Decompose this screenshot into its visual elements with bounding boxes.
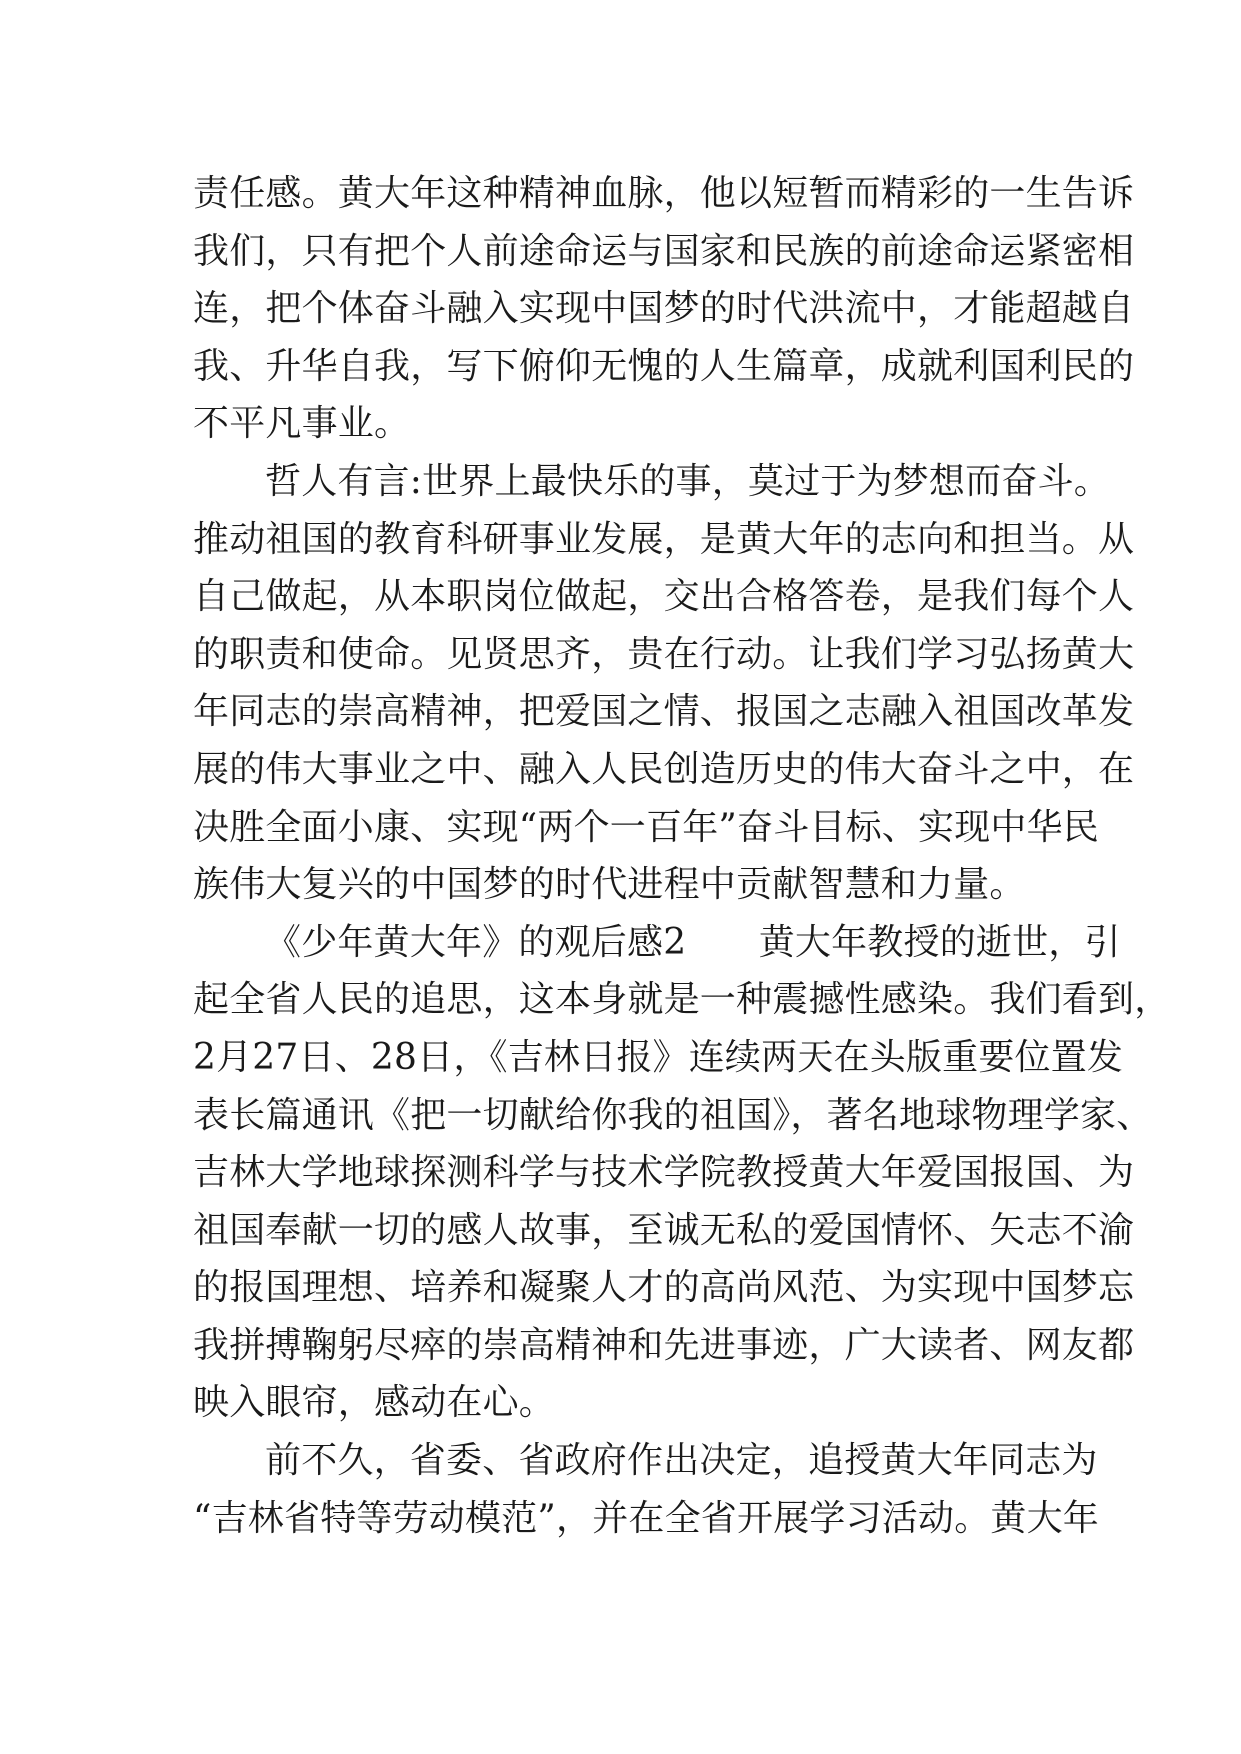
- text-line: 自己做起，从本职岗位做起，交出合格答卷，是我们每个人: [193, 576, 1135, 618]
- text-line: 吉林大学地球探测科学与技术学院教授黄大年爱国报国、为: [193, 1152, 1135, 1194]
- text-line: 我、升华自我，写下俯仰无愧的人生篇章，成就利国利民的: [193, 345, 1135, 387]
- text-line: 映入眼帘，感动在心。: [193, 1382, 556, 1424]
- text-line: 我们，只有把个人前途命运与国家和民族的前途命运紧密相: [193, 230, 1135, 272]
- text-line: 祖国奉献一切的感人故事，至诚无私的爱国情怀、矢志不渝: [193, 1209, 1135, 1251]
- text-line: 年同志的崇高精神，把爱国之情、报国之志融入祖国改革发: [193, 691, 1135, 733]
- text-line: 起全省人民的追思，这本身就是一种震撼性感染。我们看到，: [193, 979, 1171, 1021]
- text-line: 的报国理想、培养和凝聚人才的高尚风范、为实现中国梦忘: [193, 1267, 1135, 1309]
- text-line: 《少年黄大年》的观后感2 黄大年教授的逝世，引: [265, 921, 1121, 963]
- text-line: 前不久，省委、省政府作出决定，追授黄大年同志为: [265, 1440, 1098, 1482]
- text-line: 推动祖国的教育科研事业发展，是黄大年的志向和担当。从: [193, 518, 1135, 560]
- text-line: 的职责和使命。见贤思齐，贵在行动。让我们学习弘扬黄大: [193, 633, 1135, 675]
- text-line: 2月27日、28日，《吉林日报》连续两天在头版重要位置发: [193, 1036, 1124, 1078]
- text-line: “吉林省特等劳动模范”，并在全省开展学习活动。黄大年: [193, 1497, 1100, 1539]
- text-line: 族伟大复兴的中国梦的时代进程中贡献智慧和力量。: [193, 864, 1026, 906]
- text-line: 不平凡事业。: [193, 403, 411, 445]
- text-line: 我拼搏鞠躬尽瘁的崇高精神和先进事迹，广大读者、网友都: [193, 1324, 1135, 1366]
- text-line: 连，把个体奋斗融入实现中国梦的时代洪流中，才能超越自: [193, 288, 1135, 330]
- text-line: 展的伟大事业之中、融入人民创造历史的伟大奋斗之中，在: [193, 748, 1135, 790]
- text-line: 决胜全面小康、实现“两个一百年”奋斗目标、实现中华民: [193, 806, 1100, 848]
- text-line: 责任感。黄大年这种精神血脉，他以短暂而精彩的一生告诉: [193, 173, 1135, 214]
- text-line: 表长篇通讯《把一切献给你我的祖国》，著名地球物理学家、: [193, 1094, 1153, 1136]
- body-text: [193, 165, 1171, 1547]
- text-line: 哲人有言:世界上最快乐的事，莫过于为梦想而奋斗。: [265, 460, 1110, 502]
